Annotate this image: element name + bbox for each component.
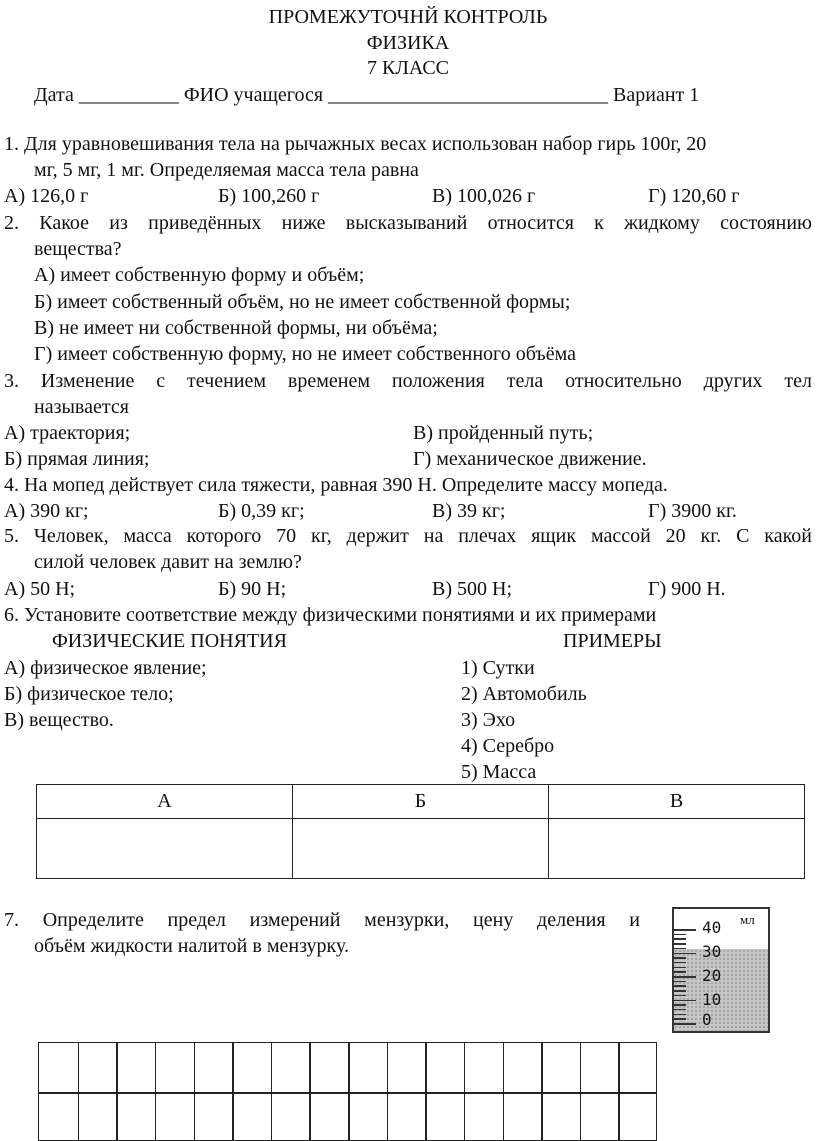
q5-option-a: А) 50 Н; [4,576,75,602]
grade: 7 КЛАСС [0,55,816,81]
q6-answer-cell-c[interactable] [548,819,804,879]
q6-table-header-c: В [548,785,804,819]
q2-option-d: Г) имеет собственную форму, но не имеет собственного объёма [34,341,576,367]
q6-left-header: ФИЗИЧЕСКИЕ ПОНЯТИЯ [52,628,287,654]
q4-option-a: А) 390 кг; [4,498,89,524]
cylinder-mark-10: 10 [702,990,721,1009]
cylinder-scale-tick [674,995,686,997]
cylinder-scale-tick [674,971,686,973]
title: ПРОМЕЖУТОЧНЙ КОНТРОЛЬ [0,4,816,30]
q2-option-a: А) имеет собственную форму и объём; [34,262,364,288]
q1-text-line2: мг, 5 мг, 1 мг. Определяемая масса тела равна [34,157,419,183]
q5-text-line1: 5. Человек, масса которого 70 кг, держит на плечах ящик массой 20 кг. С какой [4,523,812,549]
q6-table-header-b: Б [293,785,549,819]
cylinder-scale-tick [674,1018,686,1020]
cylinder-scale-tick [674,957,686,959]
cylinder-scale-tick [674,938,686,940]
cylinder-scale-tick [674,953,696,955]
cylinder-scale-tick [674,985,686,987]
cylinder-scale-tick [674,1000,696,1002]
q4-option-d: Г) 3900 кг. [648,498,737,524]
q3-option-b: Б) прямая линия; [4,446,150,472]
q7-text-line1: 7. Определите предел измерений мензурки, цену деления и [4,907,640,933]
cylinder-scale-tick [674,943,686,945]
cylinder-scale-tick [674,1014,686,1016]
cylinder-mark-0: 0 [702,1010,712,1029]
q6-text: 6. Установите соответствие между физическими понятиями и их примерами [4,602,656,628]
q6-answer-cell-b[interactable] [293,819,549,879]
q3-text-line1: 3. Изменение с течением временем положения тела относительно других тел [4,368,812,394]
q2-text-line1: 2. Какое из приведённых ниже высказываний относится к жидкому состоянию [4,210,812,236]
q7-answer-grid[interactable] [38,1042,657,1141]
cylinder-scale-tick [674,1004,686,1006]
cylinder-mark-30: 30 [702,942,721,961]
cylinder-scale-tick [674,967,686,969]
q4-text: 4. На мопед действует сила тяжести, равная 390 Н. Определите массу мопеда. [4,472,668,498]
q6-table-header-a: А [37,785,293,819]
measuring-cylinder [672,907,770,1033]
cylinder-scale-tick [674,981,686,983]
q6-left-item-a: А) физическое явление; [4,655,207,681]
q2-text-line2: вещества? [34,236,122,262]
q2-option-b: Б) имеет собственный объём, но не имеет собственной формы; [34,289,570,315]
q1-option-c: В) 100,026 г [432,183,535,209]
q6-right-item-1: 1) Сутки [461,655,535,681]
cylinder-scale-tick [674,990,686,992]
cylinder-scale-tick [674,934,686,936]
q6-left-item-b: Б) физическое тело; [4,681,174,707]
q5-option-d: Г) 900 Н. [648,576,726,602]
q4-option-c: В) 39 кг; [432,498,505,524]
q1-text-line1: 1. Для уравновешивания тела на рычажных весах использован набор гирь 100г, 20 [4,131,706,157]
q5-option-c: В) 500 Н; [432,576,512,602]
cylinder-scale-tick [674,962,686,964]
cylinder-scale-tick [674,1009,686,1011]
q1-option-a: А) 126,0 г [4,183,88,209]
q6-right-item-5: 5) Масса [461,759,536,785]
q6-right-item-2: 2) Автомобиль [461,681,587,707]
cylinder-mark-40: 40 [702,918,721,937]
q6-right-item-3: 3) Эхо [461,707,515,733]
q6-answer-cell-a[interactable] [37,819,293,879]
subject: ФИЗИКА [0,30,816,56]
q5-text-line2: силой человек давит на землю? [34,549,302,575]
q3-option-c: В) пройденный путь; [413,420,593,446]
cylinder-scale-tick [674,1023,696,1025]
q4-option-b: Б) 0,39 кг; [218,498,305,524]
cylinder-scale-tick [674,948,686,950]
cylinder-scale-tick [674,976,696,978]
q6-right-header: ПРИМЕРЫ [563,628,662,654]
q1-option-d: Г) 120,60 г [648,183,739,209]
cylinder-unit-label: мл [740,912,755,928]
q3-option-a: А) траектория; [4,420,130,446]
answer-grid-line [39,1092,657,1094]
q2-option-c: В) не имеет ни собственной формы, ни объёма; [34,315,438,341]
q6-right-item-4: 4) Серебро [461,733,554,759]
q3-text-line2: называется [34,394,129,420]
q1-option-b: Б) 100,260 г [218,183,319,209]
q5-option-b: Б) 90 Н; [218,576,286,602]
student-info-line: Дата __________ ФИО учащегося ____________________________ Вариант 1 [34,82,699,108]
cylinder-scale-tick [674,929,696,931]
q6-left-item-c: В) вещество. [4,707,114,733]
q3-option-d: Г) механическое движение. [413,446,647,472]
q7-text-line2: объём жидкости налитой в мензурку. [34,933,349,959]
cylinder-mark-20: 20 [702,966,721,985]
q6-answer-table [36,784,805,879]
